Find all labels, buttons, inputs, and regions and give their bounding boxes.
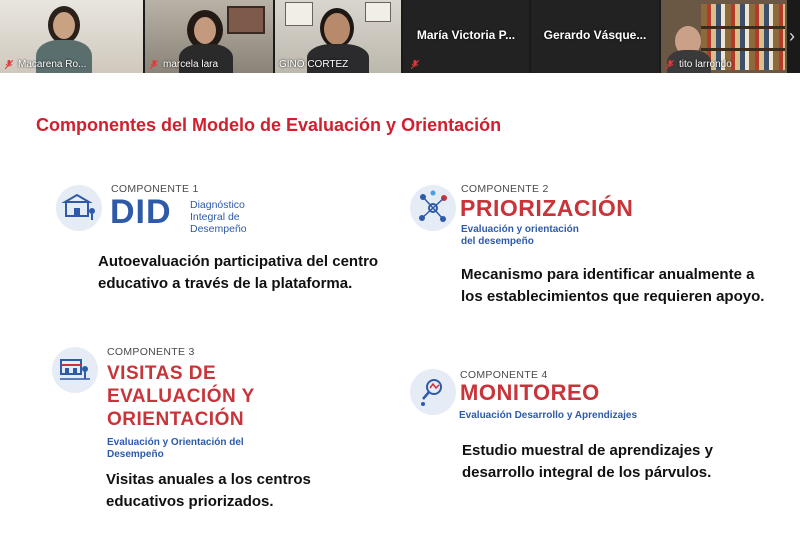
mic-muted-icon [666,60,674,69]
participant-tile[interactable] [145,0,273,73]
component-description: Autoevaluación participativa del centro educativo a través de la plataforma. [98,253,379,292]
slide-title: Componentes del Modelo de Evaluación y Orientación [36,115,502,135]
participant-tile[interactable] [531,0,659,73]
participant-strip [0,0,800,73]
next-participants-arrow[interactable]: › [789,26,795,46]
participant-tile[interactable] [403,0,529,73]
participant-tile[interactable] [0,0,143,73]
participant-tile-active[interactable] [275,0,401,73]
participant-name: marcela lara [163,59,219,70]
participant-tile[interactable] [661,0,787,73]
school-visit-icon [52,347,98,393]
component-subtitle: Evaluación y orientación del desempeño [461,224,579,247]
component-description: Estudio muestral de aprendizajes y desarrollo integral de los párvulos. [462,442,713,481]
participant-name: Macarena Ro... [18,59,87,70]
magnifier-icon [410,369,456,415]
mic-muted-icon [5,60,13,69]
component-subtitle: Evaluación Desarrollo y Aprendizajes [459,410,638,421]
component-label: COMPONENTE 3 [107,346,195,358]
component-description: Visitas anuales a los centros educativos priorizados. [106,471,311,510]
mic-muted-icon [411,60,419,69]
component-description: Mecanismo para identificar anualmente a los establecimientos que requieren apoyo. [461,266,765,305]
component-subtitle: Evaluación y Orientación del Desempeño [107,437,244,460]
participant-name: Gerardo Vásque... [543,28,647,42]
component-name: VISITAS DE EVALUACIÓN Y ORIENTACIÓN [107,363,255,430]
component-label: COMPONENTE 2 [461,183,549,195]
participant-name: María Victoria P... [416,28,516,42]
mic-muted-icon [150,60,158,69]
network-icon [410,185,456,231]
component-name: DID [110,193,172,231]
component-subtitle: Diagnóstico Integral de Desempeño [190,199,247,235]
component-name: PRIORIZACIÓN [460,195,634,221]
shared-slide [0,73,800,555]
component-name: MONITOREO [460,380,600,405]
component-label: COMPONENTE 1 [111,183,199,195]
participant-name: GINO CORTEZ [279,59,349,70]
school-icon [56,185,102,231]
component-label: COMPONENTE 4 [460,369,548,381]
participant-name: tito larrondo [679,59,732,70]
